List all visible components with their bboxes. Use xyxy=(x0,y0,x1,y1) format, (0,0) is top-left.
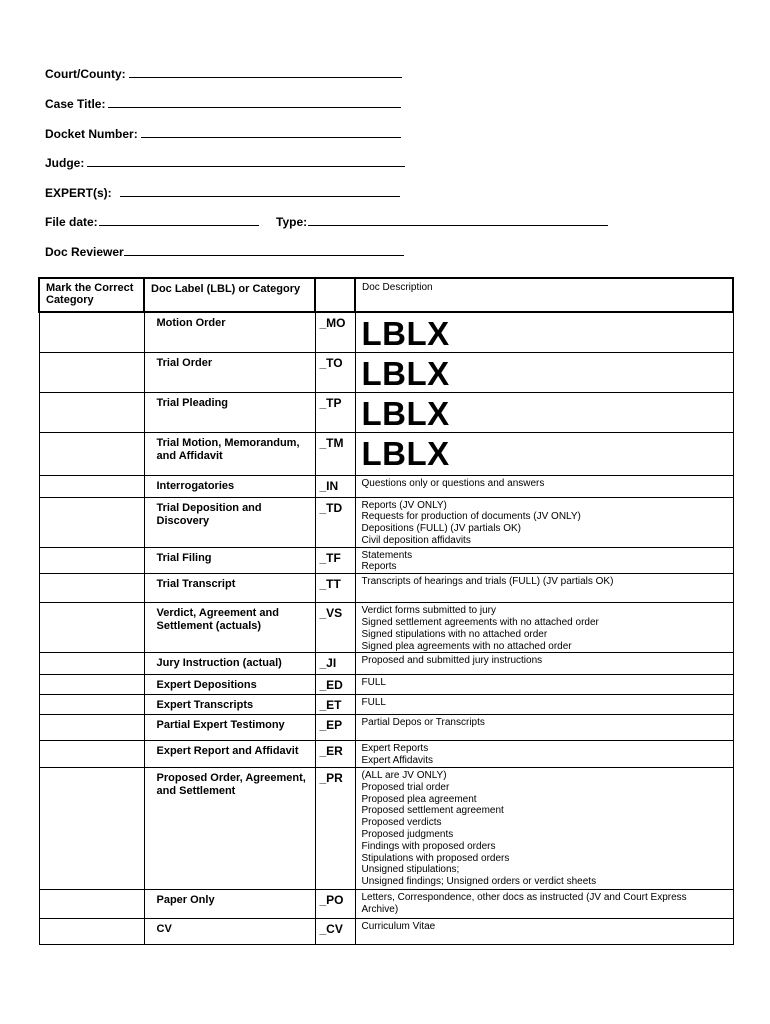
doc-description-cell xyxy=(355,475,733,497)
table-row xyxy=(39,768,733,890)
header-mark: Mark the Correct Category xyxy=(39,278,144,312)
mark-category-cell[interactable] xyxy=(39,695,144,715)
table-row xyxy=(39,574,733,603)
doc-description xyxy=(356,675,733,689)
lblx-placeholder: LBLX xyxy=(361,354,450,392)
doc-label-cell xyxy=(144,653,315,675)
doc-label: Expert Report and Affidavit xyxy=(156,745,299,758)
header-description: Doc Description xyxy=(355,278,733,312)
doc-description-cell xyxy=(355,312,733,352)
doc-code-cell xyxy=(315,603,355,653)
mark-category-cell[interactable] xyxy=(39,352,144,392)
experts-label: EXPERT(s): xyxy=(45,186,112,200)
doc-code-cell xyxy=(315,890,355,919)
description-line: Expert Reports xyxy=(361,743,429,755)
doc-description-cell xyxy=(355,675,733,695)
mark-category-cell[interactable] xyxy=(39,919,144,945)
table-row xyxy=(39,547,733,574)
doc-label: Trial Order xyxy=(156,356,213,369)
doc-code: _TM xyxy=(319,435,344,450)
case-title-field[interactable] xyxy=(45,96,401,111)
table-header-row xyxy=(39,278,733,312)
doc-description-cell xyxy=(355,497,733,547)
doc-label: Expert Transcripts xyxy=(156,699,254,712)
doc-label-cell xyxy=(144,603,315,653)
doc-label-cell xyxy=(144,392,315,432)
doc-label: Trial Transcript xyxy=(156,578,236,591)
doc-description-cell xyxy=(355,768,733,890)
type-label: Type: xyxy=(276,215,308,229)
description-line: Proposed verdicts xyxy=(361,817,442,829)
docket-number-line[interactable] xyxy=(141,126,401,138)
doc-label: Expert Depositions xyxy=(156,679,257,692)
doc-description xyxy=(356,476,733,490)
doc-description-cell xyxy=(355,432,733,475)
doc-label: Partial Expert Testimony xyxy=(156,719,285,732)
description-line: Civil deposition affidavits xyxy=(361,534,471,546)
doc-description xyxy=(356,603,733,652)
table-row xyxy=(39,695,733,715)
table-row xyxy=(39,675,733,695)
description-line: Unsigned stipulations; xyxy=(361,864,460,876)
description-line: Requests for production of documents (JV ONLY) xyxy=(361,511,581,523)
doc-code: _IN xyxy=(319,478,339,493)
experts-line[interactable] xyxy=(120,185,400,197)
experts-field[interactable] xyxy=(45,185,400,200)
description-line: Signed stipulations with no attached order xyxy=(361,628,548,640)
doc-code: _CV xyxy=(319,922,343,937)
doc-description xyxy=(356,715,733,729)
doc-code-cell xyxy=(315,715,355,741)
doc-code-cell xyxy=(315,475,355,497)
description-line: Proposed trial order xyxy=(361,781,450,793)
description-line: Signed settlement agreements with no attached order xyxy=(361,617,599,629)
doc-reviewer-label: Doc Reviewer xyxy=(45,245,124,259)
doc-label: Trial Filing xyxy=(156,551,212,564)
description-line: Depositions (FULL) (JV partials OK) xyxy=(361,523,521,535)
doc-label-cell xyxy=(144,352,315,392)
mark-category-cell[interactable] xyxy=(39,312,144,352)
lblx-placeholder: LBLX xyxy=(361,315,450,352)
description-line: Partial Depos or Transcripts xyxy=(361,717,485,729)
table-row xyxy=(39,352,733,392)
doc-code: _TF xyxy=(319,550,341,565)
description-line: FULL xyxy=(361,697,386,709)
doc-label-cell xyxy=(144,768,315,890)
doc-description xyxy=(356,890,733,916)
type-field[interactable] xyxy=(276,214,608,229)
mark-category-cell[interactable] xyxy=(39,653,144,675)
doc-code: _TP xyxy=(319,395,342,410)
description-line: Proposed judgments xyxy=(361,829,454,841)
court-county-label: Court/County: xyxy=(45,67,126,81)
lblx-placeholder: LBLX xyxy=(361,394,450,432)
mark-category-cell[interactable] xyxy=(39,715,144,741)
doc-description-cell xyxy=(355,574,733,603)
description-line: Proposed and submitted jury instructions xyxy=(361,655,543,667)
doc-label: Motion Order xyxy=(156,317,226,329)
description-line: Proposed settlement agreement xyxy=(361,805,504,817)
table-row xyxy=(39,475,733,497)
doc-code: _PO xyxy=(319,893,344,908)
doc-code-cell xyxy=(315,432,355,475)
doc-code-cell xyxy=(315,352,355,392)
category-table xyxy=(38,277,734,945)
judge-field[interactable] xyxy=(45,155,405,170)
doc-label-cell xyxy=(144,497,315,547)
type-line[interactable] xyxy=(308,214,608,226)
doc-description-cell xyxy=(355,547,733,574)
header-label: Doc Label (LBL) or Category xyxy=(144,278,315,312)
doc-description-cell xyxy=(355,741,733,768)
docket-number-label: Docket Number: xyxy=(45,127,138,141)
doc-code-cell xyxy=(315,695,355,715)
mark-category-cell[interactable] xyxy=(39,890,144,919)
doc-description xyxy=(356,768,733,888)
doc-label-cell xyxy=(144,475,315,497)
header-code xyxy=(315,278,355,312)
doc-description-cell xyxy=(355,352,733,392)
doc-code-cell xyxy=(315,675,355,695)
doc-description-cell xyxy=(355,890,733,919)
doc-code-cell xyxy=(315,547,355,574)
doc-code: _ED xyxy=(319,678,343,693)
court-county-line[interactable] xyxy=(129,66,402,78)
description-line: Archive) xyxy=(361,903,399,915)
doc-description xyxy=(356,653,733,667)
doc-description-cell xyxy=(355,715,733,741)
doc-description xyxy=(356,695,733,709)
doc-reviewer-line[interactable] xyxy=(124,244,404,256)
description-line: Reports xyxy=(361,561,397,573)
doc-label: Trial Deposition and Discovery xyxy=(156,501,262,527)
doc-label-cell xyxy=(144,675,315,695)
table-row xyxy=(39,432,733,475)
doc-description-cell xyxy=(355,695,733,715)
doc-label: Verdict, Agreement and Settlement (actuals) xyxy=(156,607,279,633)
doc-reviewer-field[interactable] xyxy=(45,244,404,259)
doc-code: _EP xyxy=(319,718,343,733)
file-date-field[interactable] xyxy=(45,214,259,229)
doc-label: Paper Only xyxy=(156,894,215,907)
doc-code-cell xyxy=(315,768,355,890)
doc-description xyxy=(356,919,733,933)
table-row xyxy=(39,715,733,741)
mark-category-cell[interactable] xyxy=(39,392,144,432)
doc-description-cell xyxy=(355,603,733,653)
doc-code-cell xyxy=(315,497,355,547)
description-line: (ALL are JV ONLY) xyxy=(361,770,447,782)
doc-description xyxy=(356,498,733,547)
file-date-line[interactable] xyxy=(99,214,259,226)
doc-code: _PR xyxy=(319,771,343,786)
mark-category-cell[interactable] xyxy=(39,475,144,497)
doc-description-cell xyxy=(355,392,733,432)
doc-label-cell xyxy=(144,715,315,741)
doc-code-cell xyxy=(315,574,355,603)
mark-category-cell[interactable] xyxy=(39,547,144,574)
doc-description xyxy=(356,741,733,767)
doc-description-cell xyxy=(355,653,733,675)
doc-code: _VS xyxy=(319,606,343,621)
doc-label-cell xyxy=(144,574,315,603)
lblx-placeholder: LBLX xyxy=(361,434,450,472)
doc-label: Jury Instruction (actual) xyxy=(156,657,282,670)
doc-description xyxy=(356,574,733,588)
doc-code: _TT xyxy=(319,577,341,592)
doc-code: _MO xyxy=(319,316,346,330)
table-row xyxy=(39,919,733,945)
doc-label-cell xyxy=(144,741,315,768)
table-row xyxy=(39,890,733,919)
doc-code: _ER xyxy=(319,744,343,759)
doc-code: _TD xyxy=(319,500,343,515)
doc-description-cell xyxy=(355,919,733,945)
judge-label: Judge: xyxy=(45,156,85,170)
table-row xyxy=(39,497,733,547)
doc-code-cell xyxy=(315,653,355,675)
mark-category-cell[interactable] xyxy=(39,574,144,603)
doc-label: Proposed Order, Agreement, and Settlement xyxy=(156,772,306,798)
description-line: FULL xyxy=(361,677,386,689)
mark-category-cell[interactable] xyxy=(39,675,144,695)
description-line: Reports (JV ONLY) xyxy=(361,499,447,511)
description-line: Statements xyxy=(361,549,413,561)
description-line: Proposed plea agreement xyxy=(361,793,477,805)
mark-category-cell[interactable] xyxy=(39,603,144,653)
description-line: Stipulations with proposed orders xyxy=(361,852,510,864)
doc-code: _JI xyxy=(319,656,337,671)
description-line: Questions only or questions and answers xyxy=(361,477,545,489)
doc-label-cell xyxy=(144,432,315,475)
doc-label-cell xyxy=(144,312,315,352)
mark-category-cell[interactable] xyxy=(39,768,144,890)
table-row xyxy=(39,312,733,352)
case-title-label: Case Title: xyxy=(45,97,106,111)
description-line: Letters, Correspondence, other docs as instructed (JV and Court Express xyxy=(361,892,687,904)
doc-code-cell xyxy=(315,741,355,768)
docket-number-field[interactable] xyxy=(45,126,401,141)
court-county-field[interactable] xyxy=(45,66,402,81)
doc-label-cell xyxy=(144,547,315,574)
doc-code-cell xyxy=(315,312,355,352)
doc-code-cell xyxy=(315,392,355,432)
doc-label-cell xyxy=(144,919,315,945)
table-row xyxy=(39,653,733,675)
description-line: Signed plea agreements with no attached order xyxy=(361,640,572,652)
file-date-label: File date: xyxy=(45,215,98,229)
doc-code: _ET xyxy=(319,698,342,713)
doc-label-cell xyxy=(144,890,315,919)
judge-line[interactable] xyxy=(87,155,405,167)
description-line: Expert Affidavits xyxy=(361,755,434,767)
mark-category-cell[interactable] xyxy=(39,741,144,768)
doc-code-cell xyxy=(315,919,355,945)
description-line: Curriculum Vitae xyxy=(361,921,436,933)
description-line: Transcripts of hearings and trials (FULL) (JV partials OK) xyxy=(361,576,614,588)
doc-label: CV xyxy=(156,923,172,936)
doc-label: Trial Pleading xyxy=(156,396,229,409)
mark-category-cell[interactable] xyxy=(39,432,144,475)
doc-label-cell xyxy=(144,695,315,715)
case-title-line[interactable] xyxy=(108,96,401,108)
description-line: Findings with proposed orders xyxy=(361,840,496,852)
mark-category-cell[interactable] xyxy=(39,497,144,547)
table-row xyxy=(39,603,733,653)
doc-label: Trial Motion, Memorandum, and Affidavit xyxy=(156,436,300,462)
table-row xyxy=(39,392,733,432)
table-row xyxy=(39,741,733,768)
doc-label: Interrogatories xyxy=(156,479,235,492)
doc-description xyxy=(356,548,733,574)
doc-code: _TO xyxy=(319,355,343,370)
description-line: Verdict forms submitted to jury xyxy=(361,605,496,617)
description-line: Unsigned findings; Unsigned orders or verdict sheets xyxy=(361,876,597,888)
